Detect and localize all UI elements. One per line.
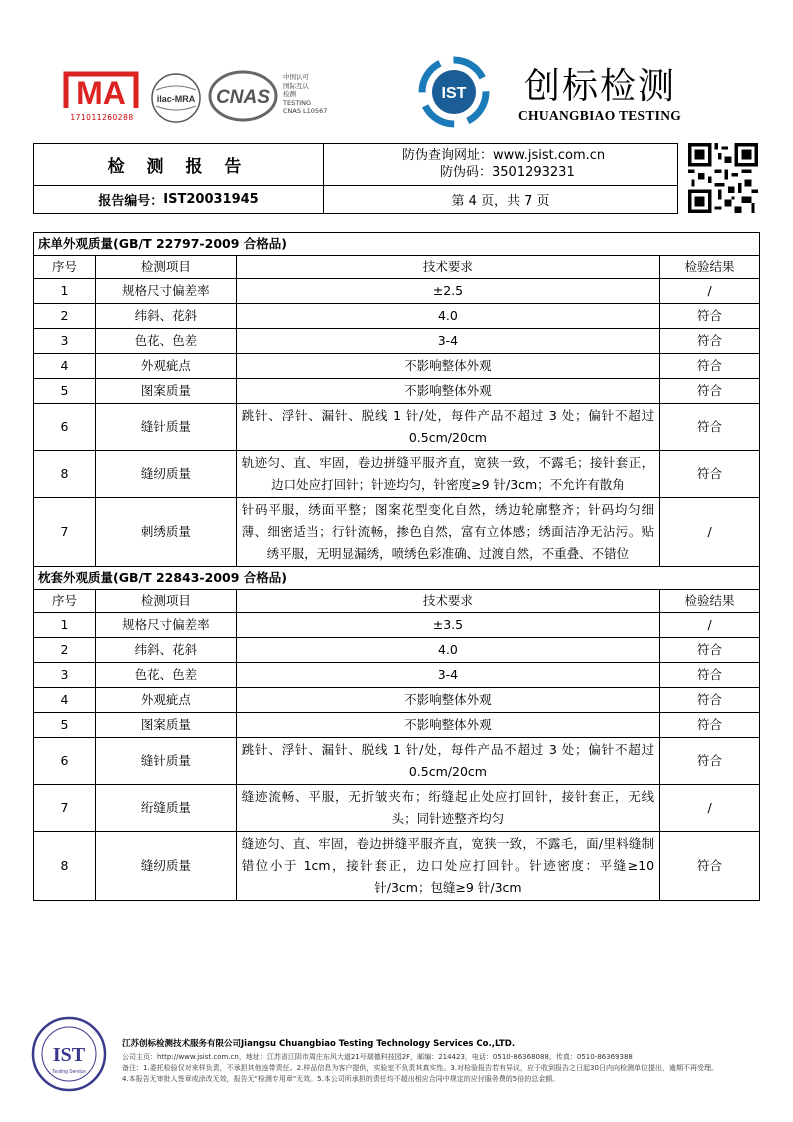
technical-requirement: 4.0: [236, 304, 659, 329]
row-number: 3: [34, 663, 96, 688]
table-row: [34, 613, 760, 638]
technical-requirement: 不影响整体外观: [236, 379, 659, 404]
section-title: 枕套外观质量(GB/T 22843-2009 合格品): [34, 567, 760, 590]
row-number: 1: [34, 613, 96, 638]
table-row: [34, 304, 760, 329]
row-number: 8: [34, 451, 96, 498]
row-number: 5: [34, 379, 96, 404]
section-title: 床单外观质量(GB/T 22797-2009 合格品): [34, 233, 760, 256]
table-row: [34, 738, 760, 785]
test-item: 规格尺寸偏差率: [95, 279, 236, 304]
test-result: 符合: [660, 713, 760, 738]
svg-text:IST: IST: [441, 85, 467, 102]
report-number: 报告编号： IST20031945: [34, 186, 324, 213]
test-result: /: [660, 613, 760, 638]
technical-requirement: ±2.5: [236, 279, 659, 304]
row-number: 2: [34, 638, 96, 663]
test-item: 缝纫质量: [95, 451, 236, 498]
brand-name-cn: 创标检测: [524, 66, 677, 107]
ist-brand-logo: [418, 56, 490, 128]
row-number: 8: [34, 832, 96, 901]
table-row: [34, 688, 760, 713]
column-header: 技术要求: [236, 590, 659, 613]
column-header-row: [34, 590, 760, 613]
row-number: 2: [34, 304, 96, 329]
table-row: [34, 379, 760, 404]
test-item: 图案质量: [95, 713, 236, 738]
table-row: [34, 354, 760, 379]
test-item: 缝纫质量: [95, 832, 236, 901]
technical-requirement: 缝迹流畅、平服，无折皱夹布；绗缝起止处应打回针，接针套正，无线头；同针迹整齐均匀: [236, 785, 659, 832]
test-item: 绗缝质量: [95, 785, 236, 832]
technical-requirement: 不影响整体外观: [236, 354, 659, 379]
query-label: 防伪查询网址：: [402, 148, 494, 163]
row-number: 6: [34, 404, 96, 451]
technical-requirement: 针码平服，绣面平整；图案花型变化自然，绣边轮廓整齐；针码均匀细薄、细密适当；行针流畅，掺色自然，富有立体感；绣面洁净无沾污。贴绣平服，无明显漏绣，喷绣色彩准确、过渡自然，不重叠、不错位: [236, 498, 659, 567]
test-result: 符合: [660, 663, 760, 688]
test-item: 缝针质量: [95, 738, 236, 785]
technical-requirement: 跳针、浮针、漏针、脱线 1 针/处，每件产品不超过 3 处；偏针不超过 0.5cm/20cm: [236, 404, 659, 451]
test-result: /: [660, 498, 760, 567]
test-item: 缝针质量: [95, 404, 236, 451]
row-number: 4: [34, 688, 96, 713]
svg-text:ilac-MRA: ilac-MRA: [156, 94, 196, 104]
report-title: 检 测 报 告: [34, 144, 324, 186]
row-number: 4: [34, 354, 96, 379]
test-item: 色花、色差: [95, 329, 236, 354]
table-row: [34, 404, 760, 451]
test-item: 纬斜、花斜: [95, 304, 236, 329]
technical-requirement: 4.0: [236, 638, 659, 663]
section-header-row: [34, 567, 760, 590]
cnas-logo: [208, 70, 278, 122]
table-row: [34, 329, 760, 354]
test-result: 符合: [660, 832, 760, 901]
svg-text:IST: IST: [52, 1044, 86, 1066]
report-header-box: [33, 143, 678, 214]
brand-name-en: CHUANGBIAO TESTING: [518, 108, 682, 123]
test-item: 外观疵点: [95, 354, 236, 379]
column-header: 序号: [34, 256, 96, 279]
technical-requirement: 不影响整体外观: [236, 688, 659, 713]
cma-logo: [62, 68, 140, 112]
test-result: 符合: [660, 688, 760, 713]
qr-code: [688, 143, 758, 213]
code-label: 防伪码：: [440, 165, 493, 180]
row-number: 7: [34, 785, 96, 832]
test-results-table: [33, 232, 760, 901]
column-header: 检测项目: [95, 590, 236, 613]
technical-requirement: 3-4: [236, 329, 659, 354]
technical-requirement: 轨迹匀、直、牢固，卷边拼缝平服齐直，宽狭一致，不露毛；接针套正，边口处应打回针；针迹均匀，针密度≥9 针/3cm；不允许有散角: [236, 451, 659, 498]
table-row: [34, 279, 760, 304]
cnas-accreditation-text: 中国认可 国际互认 检测 TESTING CNAS L10567: [283, 73, 328, 116]
footer-note-2: 4.本报告无审批人签章或涂改无效，报告无"检测专用章"无效。5.本公司所承担的责任均不超出相应合同中规定的应付服务费的5倍的总金额。: [122, 1075, 560, 1083]
table-row: [34, 663, 760, 688]
row-number: 6: [34, 738, 96, 785]
svg-text:CNAS: CNAS: [216, 87, 270, 108]
column-header: 技术要求: [236, 256, 659, 279]
test-item: 外观疵点: [95, 688, 236, 713]
test-result: 符合: [660, 451, 760, 498]
section-header-row: [34, 233, 760, 256]
query-url[interactable]: www.jsist.com.cn: [493, 148, 606, 163]
company-stamp: [30, 1015, 108, 1093]
test-result: 符合: [660, 738, 760, 785]
table-row: [34, 785, 760, 832]
test-result: 符合: [660, 404, 760, 451]
test-result: 符合: [660, 329, 760, 354]
test-item: 规格尺寸偏差率: [95, 613, 236, 638]
column-header: 检测项目: [95, 256, 236, 279]
row-number: 3: [34, 329, 96, 354]
column-header: 序号: [34, 590, 96, 613]
column-header-row: [34, 256, 760, 279]
cma-number: 171011260288: [70, 113, 134, 122]
row-number: 1: [34, 279, 96, 304]
technical-requirement: 跳针、浮针、漏针、脱线 1 针/处，每件产品不超过 3 处；偏针不超过 0.5cm/20cm: [236, 738, 659, 785]
test-result: 符合: [660, 638, 760, 663]
company-name: 江苏创标检测技术服务有限公司Jiangsu Chuangbiao Testing Technology Services Co.,LTD.: [122, 1039, 516, 1049]
test-item: 色花、色差: [95, 663, 236, 688]
test-result: 符合: [660, 304, 760, 329]
row-number: 5: [34, 713, 96, 738]
test-item: 图案质量: [95, 379, 236, 404]
page-info: 第 4 页，共 7 页: [451, 194, 550, 209]
footer-note-1: 备注：1.委托检验仅对来样负责，不承担其他连带责任。2.样品信息为客户提供，实验室不负责其真实性。3.对检验报告若有异议，应于收到报告之日起30日内向检测单位提出，逾期不再受理。: [122, 1064, 718, 1072]
test-result: /: [660, 279, 760, 304]
test-item: 刺绣质量: [95, 498, 236, 567]
row-number: 7: [34, 498, 96, 567]
table-row: [34, 498, 760, 567]
code-value: 3501293231: [492, 165, 575, 180]
table-row: [34, 638, 760, 663]
table-row: [34, 832, 760, 901]
technical-requirement: 3-4: [236, 663, 659, 688]
column-header: 检验结果: [660, 256, 760, 279]
test-result: /: [660, 785, 760, 832]
anti-fake-info: [324, 144, 677, 186]
svg-text:MA: MA: [76, 75, 126, 111]
table-row: [34, 713, 760, 738]
ilac-mra-logo: [150, 72, 202, 124]
technical-requirement: ±3.5: [236, 613, 659, 638]
technical-requirement: 缝迹匀、直、牢固，卷边拼缝平服齐直，宽狭一致，不露毛，面/里料缝制错位小于 1cm，接针套正，边口处应打回针。针迹密度：平缝≥10 针/3cm；包缝≥9 针/3cm: [236, 832, 659, 901]
table-row: [34, 451, 760, 498]
column-header: 检验结果: [660, 590, 760, 613]
test-result: 符合: [660, 379, 760, 404]
test-result: 符合: [660, 354, 760, 379]
test-item: 纬斜、花斜: [95, 638, 236, 663]
technical-requirement: 不影响整体外观: [236, 713, 659, 738]
svg-text:Testing Service: Testing Service: [52, 1069, 86, 1075]
footer-address: 公司主页：http://www.jsist.com.cn，地址：江苏省江阴市周庄东风大道21号瑞德科技园2F，邮编：214423，电话：0510-86368088，传真：0510-86369388: [122, 1053, 633, 1061]
